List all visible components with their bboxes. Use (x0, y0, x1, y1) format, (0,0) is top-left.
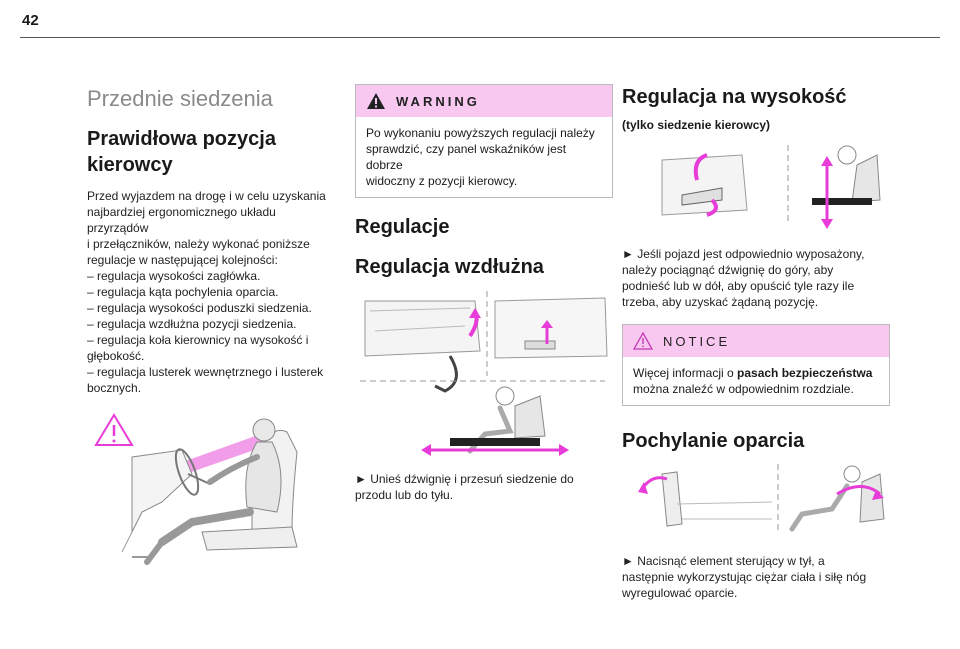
intro-paragraph (87, 188, 332, 396)
intro-line: bocznych. (87, 381, 142, 395)
notice-line-2: można znaleźć w odpowiednim rozdziale. (633, 382, 854, 396)
page-number: 42 (22, 12, 39, 29)
driver-position-illustration (92, 412, 322, 572)
column-1 (87, 80, 332, 572)
warning-triangle-icon (96, 415, 132, 445)
intro-line: Przed wyjazdem na drogę i w celu uzyskania (87, 189, 326, 203)
notice-box (622, 324, 890, 406)
warning-header (356, 85, 612, 117)
longitudinal-adjust-illustration (355, 286, 613, 461)
heading-regulacje: Regulacje (355, 216, 450, 238)
subheading-driver-only: (tylko siedzenie kierowcy) (622, 118, 771, 132)
column-2 (355, 84, 613, 503)
backrest-adjust-illustration (622, 464, 890, 539)
heading-driver-position (87, 126, 332, 178)
intro-line: głębokość. (87, 349, 145, 363)
height-instruction (622, 246, 890, 310)
warning-triangle-icon (366, 92, 386, 110)
intro-line: – regulacja kąta pochylenia oparcia. (87, 285, 279, 299)
intro-line: i przełączników, należy wykonać poniższe (87, 237, 310, 251)
intro-line: – regulacja wzdłużna pozycji siedzenia. (87, 317, 297, 331)
warning-line: widoczny z pozycji kierowcy. (366, 174, 518, 188)
notice-line-1 (633, 365, 879, 381)
intro-line: – regulacja wysokości zagłówka. (87, 269, 261, 283)
notice-body (623, 357, 889, 405)
instruction-line: podnieść lub w dół, aby opuścić tyle razy ile (622, 279, 855, 293)
column-3 (622, 84, 890, 601)
section-title: Przednie siedzenia (87, 86, 273, 111)
intro-line: najbardziej ergonomicznego układu przyrządów (87, 205, 276, 235)
height-adjust-illustration (622, 140, 890, 230)
notice-label: NOTICE (663, 333, 731, 349)
instruction-line: ► Jeśli pojazd jest odpowiednio wyposażony, (622, 247, 865, 261)
intro-line: – regulacja koła kierownicy na wysokość i (87, 333, 309, 347)
intro-line: – regulacja wysokości poduszki siedzenia. (87, 301, 312, 315)
instruction-line: trzeba, aby uzyskać żądaną pozycję. (622, 295, 819, 309)
top-rule (20, 37, 940, 38)
longitudinal-instruction (355, 471, 613, 503)
heading-line-2: kierowcy (87, 154, 173, 176)
notice-header (623, 325, 889, 357)
intro-line: regulacje w następującej kolejności: (87, 253, 278, 267)
heading-line-1: Prawidłowa pozycja (87, 128, 276, 150)
instruction-line: należy pociągnąć dźwignię do góry, aby (622, 263, 834, 277)
warning-line: sprawdzić, czy panel wskaźników jest dobrze (366, 142, 567, 172)
instruction-line: następnie wykorzystując ciężar ciała i siłę nóg (622, 570, 867, 584)
heading-height-adjust: Regulacja na wysokość (622, 86, 847, 108)
notice-triangle-icon (633, 332, 653, 350)
warning-body (356, 117, 612, 197)
instruction-line: przodu lub do tyłu. (355, 488, 454, 502)
heading-wzdluzna: Regulacja wzdłużna (355, 256, 544, 278)
instruction-line: ► Nacisnąć element sterujący w tył, a (622, 554, 825, 568)
instruction-line: wyregulować oparcie. (622, 586, 738, 600)
backrest-instruction (622, 553, 890, 601)
notice-text: Więcej informacji o (633, 366, 738, 380)
warning-label: WARNING (396, 93, 480, 109)
warning-line: Po wykonaniu powyższych regulacji należy (366, 126, 595, 140)
heading-backrest: Pochylanie oparcia (622, 430, 805, 452)
instruction-line: ► Unieś dźwignię i przesuń siedzenie do (355, 472, 574, 486)
intro-line: – regulacja lusterek wewnętrznego i lusterek (87, 365, 324, 379)
warning-box (355, 84, 613, 198)
notice-link-text: pasach bezpieczeństwa (737, 366, 873, 380)
